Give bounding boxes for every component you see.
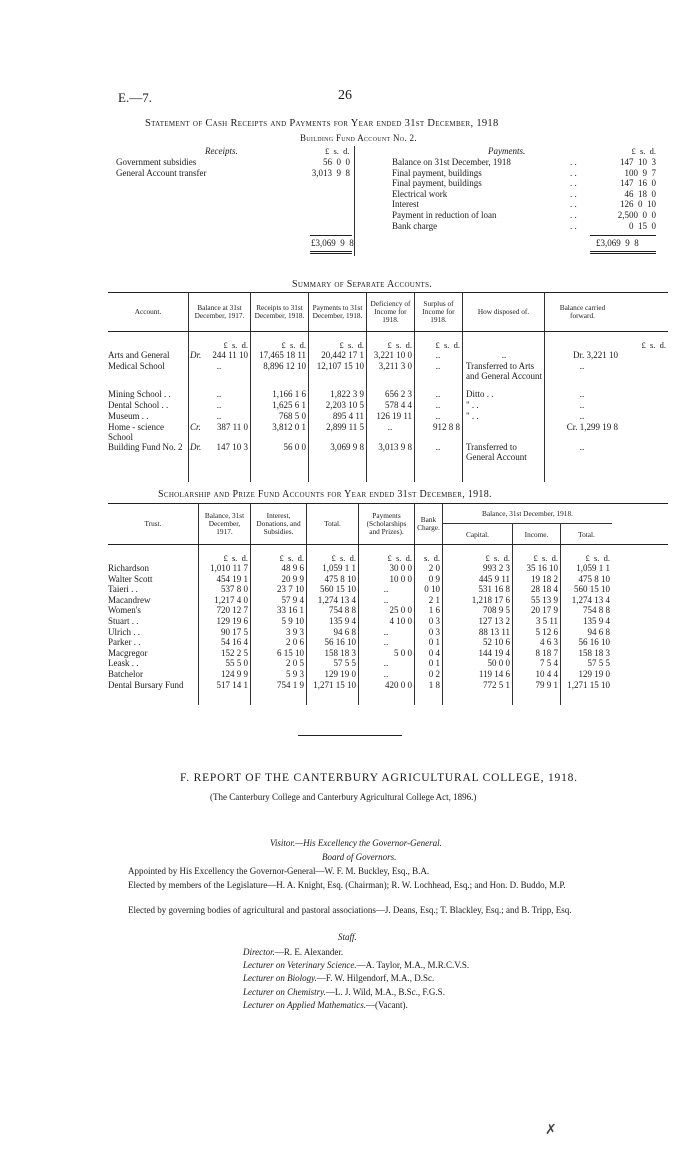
scholarship-unit: £ s. d.: [223, 553, 248, 563]
scholarship-col-header: Payments (Scholarships and Prizes).: [358, 504, 414, 544]
page-number: 26: [338, 88, 352, 103]
scholarship-cell: 129 19 0: [578, 669, 610, 679]
summary-surplus: ..: [435, 350, 441, 360]
scholarship-col-header: Bank Charge.: [414, 504, 442, 544]
page-ref: E.—7.: [118, 90, 152, 105]
scholarship-cell: 454 19 1: [216, 573, 248, 584]
scholarship-cell: 28 18 4: [531, 584, 558, 595]
summary-surplus: ..: [435, 361, 441, 371]
scholarship-cell: 475 8 10: [324, 573, 356, 584]
scholarship-trust: Ulrich . .: [108, 626, 140, 637]
summary-forward: ..: [579, 400, 585, 410]
scholarship-col-header: Interest, Donations, and Subsidies.: [250, 504, 306, 544]
summary-deficiency: 3,013 9 8: [378, 442, 412, 452]
scholarship-col-header: Balance, 31st December, 1917.: [198, 504, 250, 544]
summary-unit: £ s. d.: [339, 340, 364, 350]
cash-title: Statement of Cash Receipts and Payments for Year ended 31st December, 1918: [145, 118, 499, 129]
summary-deficiency: 3,211 3 0: [378, 361, 412, 371]
staff-title: Lecturer on Chemistry.: [243, 986, 326, 997]
cash-currency-head: [112, 146, 352, 157]
scholarship-unit: £ s. d.: [331, 553, 356, 563]
summary-account: Home - science School: [108, 422, 164, 442]
scholarship-cell: 30 0 0: [389, 563, 412, 573]
summary-deficiency: 3,221 10 0: [373, 350, 412, 360]
scholarship-cell: 3 9 3: [286, 626, 304, 637]
summary-col-header: Balance at 31st December, 1917.: [188, 293, 250, 331]
scholarship-cell: 57 5 5: [333, 658, 356, 669]
cash-payment-amount: 126 0 10: [620, 199, 656, 210]
scholarship-cell: 0 1: [428, 658, 440, 669]
scholarship-cell: 1,271 15 10: [313, 679, 356, 690]
cash-divider: [354, 146, 356, 256]
cash-receipt-label: General Account transfer: [116, 168, 207, 178]
cash-payment-amount: 147 10 3: [620, 157, 656, 167]
summary-balance: ..: [216, 361, 222, 371]
staff-name: —A. Taylor, M.A., M.R.C.V.S.: [356, 960, 470, 971]
scholarship-cell: 19 18 2: [531, 573, 558, 584]
scholarship-trust: Macandrew: [108, 594, 151, 605]
scholarship-cell: 0 3: [428, 616, 440, 626]
cash-payment-row: [392, 210, 660, 221]
scholarship-unit: £ s. d.: [585, 553, 610, 563]
scholarship-cell: 57 9 4: [281, 594, 304, 605]
scholarship-cell: 772 5 1: [483, 679, 510, 690]
summary-forward: Cr. 1,299 19 8: [566, 422, 618, 432]
scholarship-cell: 754 8 8: [583, 605, 610, 616]
summary-balance: ..: [216, 411, 222, 421]
scholarship-cell: 7 5 4: [540, 658, 558, 669]
report-heading: F. REPORT OF THE CANTERBURY AGRICULTURAL COLLEGE, 1918.: [180, 772, 578, 784]
cash-payment-dots: . .: [570, 199, 577, 210]
scholarship-cell: 90 17 5: [221, 626, 248, 637]
summary-payments: 895 4 11: [332, 411, 364, 421]
cash-payments-list: [392, 146, 660, 231]
summary-drcr: Dr.: [190, 350, 202, 360]
summary-disposal: " . .: [466, 400, 479, 410]
summary-receipts: 17,465 18 11: [259, 350, 306, 360]
cash-payment-amount: 100 9 7: [624, 167, 656, 178]
summary-receipts: 768 5 0: [279, 411, 306, 421]
scholarship-cell: 420 0 0: [385, 679, 412, 690]
scholarship-unit: £ s. d.: [533, 553, 558, 563]
summary-receipts: 1,625 6 1: [272, 400, 306, 410]
scholarship-cell: 48 9 6: [281, 563, 304, 573]
scholarship-table: [108, 503, 668, 705]
cash-payment-dots: . .: [570, 209, 577, 220]
summary-receipts: 1,166 1 6: [272, 389, 306, 399]
staff-heading: Staff.: [338, 932, 357, 942]
scholarship-trust: Leask . .: [108, 658, 139, 669]
summary-balance: ..: [216, 389, 222, 399]
cash-receipt-label: Government subsidies: [116, 157, 197, 167]
summary-deficiency: 656 2 3: [385, 389, 412, 399]
scholarship-cell: 25 0 0: [389, 605, 412, 616]
summary-surplus: 912 8 8: [433, 422, 460, 432]
cash-payment-label: Final payment, buildings: [392, 167, 482, 178]
scholarship-cell: 0 4: [428, 647, 440, 658]
scholarship-cell: 5 0 0: [394, 647, 412, 658]
scholarship-col-rule: [306, 545, 307, 705]
scholarship-cell: 537 8 0: [221, 584, 248, 595]
summary-balance: 147 10 3: [216, 442, 248, 452]
summary-disposal: Transferred to Arts and General Account: [466, 361, 542, 381]
scholarship-body: [108, 545, 668, 705]
summary-forward: ..: [579, 411, 585, 421]
staff-member: [243, 986, 673, 999]
summary-balance: 244 11 10: [212, 350, 248, 360]
scholarship-cell: 0 1: [428, 637, 440, 648]
scholarship-cell: 158 18 3: [578, 647, 610, 658]
scholarship-trust: Macgregor: [108, 647, 148, 658]
scholarship-cell: 2 1: [428, 594, 440, 605]
cash-pound-label: £ s. d.: [325, 146, 350, 156]
scholarship-cell: 1,217 4 0: [214, 594, 248, 605]
scholarship-cell: 0 2: [428, 669, 440, 679]
summary-balance: ..: [216, 400, 222, 410]
summary-col-rule: [462, 332, 463, 482]
scholarship-cell: 54 16 4: [221, 637, 248, 648]
cash-payment-label: Balance on 31st December, 1918: [392, 157, 511, 167]
summary-col-rule: [250, 332, 251, 482]
staff-name: —F. W. Hilgendorf, M.A., D.Sc.: [316, 973, 435, 984]
scholarship-cell: ..: [383, 626, 389, 637]
scholarship-cell: 8 18 7: [535, 647, 558, 658]
cash-payment-dots: . .: [570, 178, 577, 189]
cash-payment-amount: 0 15 0: [629, 220, 656, 231]
cash-payment-label: Interest: [392, 199, 419, 210]
scholarship-cell: 35 16 10: [526, 563, 558, 573]
summary-account: Arts and General: [108, 350, 170, 360]
scholarship-cell: 129 19 0: [324, 669, 356, 679]
cash-total-left: £3,069 9 8: [311, 238, 354, 248]
scholarship-trust: Women's: [108, 605, 141, 616]
scholarship-col-rule: [250, 545, 251, 705]
summary-payments: 2,899 11 5: [326, 422, 364, 432]
scholarship-col-header: Capital.: [442, 524, 512, 544]
summary-col-header: Deficiency of Income for 1918.: [366, 293, 414, 331]
summary-unit: £ s. d.: [435, 340, 460, 350]
scholarship-col-header: Income.: [512, 524, 560, 544]
scholarship-cell: 754 8 8: [329, 605, 356, 616]
scholarship-trust: Richardson: [108, 563, 149, 573]
scholarship-cell: 2 0 6: [286, 637, 304, 648]
summary-deficiency: ..: [387, 422, 393, 432]
staff-name: —L. J. Wild, M.A., B.Sc., F.G.S.: [325, 986, 445, 997]
scholarship-cell: 1,218 17 6: [471, 594, 510, 605]
cash-receipt-amount: 3,013 9 8: [311, 168, 350, 178]
scholarship-cell: ..: [383, 637, 389, 648]
cash-payment-row: [392, 157, 660, 168]
staff-title: Lecturer on Applied Mathematics.: [243, 999, 366, 1010]
summary-payments: 3,069 9 8: [330, 442, 364, 452]
summary-receipts: 56 0 0: [283, 442, 306, 452]
scholarship-cell: 23 7 10: [277, 584, 304, 595]
cash-payment-row: [392, 221, 660, 232]
scholarship-cell: 57 5 5: [587, 658, 610, 669]
cash-payment-label: Electrical work: [392, 188, 448, 199]
staff-member: [243, 946, 673, 959]
summary-header: [108, 292, 668, 332]
summary-col-header: Receipts to 31st December, 1918.: [250, 293, 308, 331]
summary-surplus: ..: [435, 442, 441, 452]
scholarship-cell: 754 1 9: [277, 679, 304, 690]
scholarship-cell: 2 0 5: [286, 658, 304, 669]
visitor: Visitor.—His Excellency the Governor-General.: [270, 838, 442, 848]
cash-receipts-list: [112, 146, 352, 179]
scholarship-cell: 1 6: [428, 605, 440, 616]
scholarship-units: [108, 553, 668, 563]
scholarship-cell: 0 3: [428, 626, 440, 637]
cash-payment-label: Payment in reduction of loan: [392, 209, 497, 220]
scholarship-cell: 79 9 1: [535, 679, 558, 690]
summary-forward: ..: [579, 442, 585, 452]
scholarship-cell: 94 6 8: [333, 626, 356, 637]
cash-payment-dots: . .: [570, 188, 577, 199]
summary-col-header: How disposed of.: [462, 293, 544, 331]
staff-name: —(Vacant).: [365, 999, 408, 1010]
payments-label: Payments.: [488, 146, 526, 156]
scholarship-col-rule: [560, 545, 561, 705]
staff-member: [243, 959, 673, 972]
cash-payment-row: [392, 168, 660, 179]
scholarship-cell: 135 9 4: [329, 616, 356, 626]
scholarship-cell: 158 18 3: [324, 647, 356, 658]
staff-title: Lecturer on Veterinary Science.: [243, 960, 357, 971]
report-act: (The Canterbury College and Canterbury Agricultural College Act, 1896.): [210, 792, 477, 802]
summary-disposal: Ditto . .: [466, 389, 494, 399]
scholarship-cell: 708 9 5: [483, 605, 510, 616]
scholarship-cell: 445 9 11: [478, 573, 510, 584]
scholarship-cell: 993 2 3: [483, 563, 510, 573]
scholarship-cell: 1,059 1 1: [322, 563, 356, 573]
scholarship-cell: 20 17 9: [531, 605, 558, 616]
scholarship-header: [108, 503, 668, 545]
cash-payment-amount: 2,500 0 0: [617, 209, 656, 220]
scholarship-cell: 10 0 0: [389, 573, 412, 584]
scholarship-cell: 1,274 13 4: [317, 594, 356, 605]
scholarship-cell: 1 8: [428, 679, 440, 690]
summary-account: Medical School: [108, 361, 165, 371]
scholarship-cell: 10 4 4: [535, 669, 558, 679]
scholarship-cell: 33 16 1: [277, 605, 304, 616]
cash-payment-label: Final payment, buildings: [392, 178, 482, 189]
summary-balance: 387 11 0: [216, 422, 248, 432]
scholarship-col-header: Total.: [306, 504, 358, 544]
elected-legislature-para: Elected by members of the Legislature—H. A. Knight, Esq. (Chairman); R. W. Lochhead, Esq.; and Hon. D. Buddo, M.P.: [128, 880, 566, 890]
cash-total-right: £3,069 9 8: [596, 238, 639, 248]
summary-payments: 12,107 15 10: [316, 361, 364, 371]
summary-disposal: Transferred to General Account: [466, 442, 527, 462]
scholarship-cell: 94 6 8: [587, 626, 610, 637]
scholarship-cell: ..: [383, 584, 389, 595]
scholarship-cell: 5 9 10: [281, 616, 304, 626]
scholarship-col-header: Balance, 31st December, 1918.: [442, 504, 612, 524]
receipts-label: Receipts.: [205, 146, 238, 156]
scholarship-cell: 6 15 10: [277, 647, 304, 658]
cash-payment-row: [392, 178, 660, 189]
staff-title: Director.: [243, 947, 275, 957]
scholarship-col-rule: [442, 545, 443, 705]
cash-payment-dots: . .: [570, 157, 577, 167]
summary-account: Mining School . .: [108, 389, 171, 399]
summary-receipts: 3,812 0 1: [272, 422, 306, 432]
summary-receipts: 8,896 12 10: [263, 361, 306, 371]
scholarship-cell: 5 9 3: [286, 669, 304, 679]
scholarship-cell: 0 9: [428, 573, 440, 584]
scholarship-trust: Walter Scott: [108, 573, 153, 584]
cash-payment-row: [392, 189, 660, 200]
scholarship-cell: 2 0: [428, 563, 440, 573]
scholarship-cell: 129 19 6: [216, 616, 248, 626]
scholarship-cell: 0 10: [424, 584, 440, 595]
cash-payment-row: [392, 199, 660, 210]
summary-account: Museum . .: [108, 411, 149, 421]
summary-surplus: ..: [435, 411, 441, 421]
scholarship-cell: 475 8 10: [578, 573, 610, 584]
appointed-para: Appointed by His Excellency the Governor-General—W. F. M. Buckley, Esq., B.A.: [128, 866, 430, 876]
scholarship-cell: 127 13 2: [478, 616, 510, 626]
scholarship-cell: 55 5 0: [225, 658, 248, 669]
summary-payments: 1,822 3 9: [330, 389, 364, 399]
staff-name: —R. E. Alexander.: [274, 947, 344, 957]
scholarship-cell: 56 16 10: [578, 637, 610, 648]
scholarship-cell: 135 9 4: [583, 616, 610, 626]
cash-pound-label: £ s. d.: [631, 146, 656, 156]
cash-receipt-row: [112, 168, 352, 179]
summary-col-header: Balance carried forward.: [544, 293, 620, 331]
summary-col-header: Account.: [134, 307, 162, 316]
scholarship-cell: 55 13 9: [531, 594, 558, 605]
scholarship-trust: Parker . .: [108, 637, 141, 648]
summary-deficiency: 578 4 4: [385, 400, 412, 410]
scholarship-trust: Stuart . .: [108, 616, 139, 626]
summary-forward: ..: [579, 361, 585, 371]
scholarship-cell: ..: [383, 594, 389, 605]
scholarship-unit: s. d.: [423, 553, 440, 563]
scholarship-cell: 20 9 9: [281, 573, 304, 584]
scholarship-cell: 52 10 6: [483, 637, 510, 648]
scholarship-cell: 56 16 10: [324, 637, 356, 648]
scholarship-cell: 1,059 1 1: [576, 563, 610, 573]
summary-deficiency: 126 19 11: [376, 411, 412, 421]
scholarship-cell: 1,274 13 4: [571, 594, 610, 605]
staff-member: [243, 972, 673, 985]
scholarship-cell: ..: [383, 658, 389, 669]
scholarship-unit: £ s. d.: [387, 553, 412, 563]
summary-account: Dental School . .: [108, 400, 169, 410]
cash-receipt-row: [112, 157, 352, 168]
scholarship-unit: £ s. d.: [485, 553, 510, 563]
elected-associations-para: Elected by governing bodies of agricultural and pastoral associations—J. Deans, Esq.; T. Blackley, Esq.; and B. Tripp, Esq.: [128, 905, 572, 915]
summary-forward: Dr. 3,221 10: [573, 350, 618, 360]
cash-receipt-amount: 56 0 0: [323, 157, 350, 167]
summary-account: Building Fund No. 2: [108, 442, 183, 452]
scholarship-col-header: Trust.: [144, 519, 162, 528]
scholarship-trust: Taieri . .: [108, 584, 138, 595]
scholarship-col-rule: [414, 545, 415, 705]
summary-unit: £ s. d.: [387, 340, 412, 350]
staff-member: [243, 999, 673, 1012]
cash-payment-dots: . .: [570, 220, 577, 231]
scholarship-col-header: Total.: [560, 524, 612, 544]
summary-surplus: ..: [435, 389, 441, 399]
summary-col-rule: [366, 332, 367, 482]
summary-drcr: Cr.: [190, 422, 201, 432]
scholarship-cell: 50 0 0: [487, 658, 510, 669]
ink-mark-icon: ✗: [545, 1123, 557, 1138]
scholarship-cell: 1,010 11 7: [210, 563, 248, 573]
scholarship-cell: 152 2 5: [221, 647, 248, 658]
cash-payment-amount: 147 16 0: [620, 178, 656, 189]
summary-unit: £ s. d.: [281, 340, 306, 350]
summary-col-header: Surplus of Income for 1918.: [414, 293, 462, 331]
summary-drcr: Dr.: [190, 442, 202, 452]
cash-payment-label: Bank charge: [392, 220, 438, 231]
scholarship-title: Scholarship and Prize Fund Accounts for Year ended 31st December, 1918.: [158, 489, 492, 500]
summary-payments: 2,203 10 5: [325, 400, 364, 410]
summary-body: [108, 332, 668, 482]
summary-title: Summary of Separate Accounts.: [292, 279, 433, 290]
cash-currency-head: [392, 146, 660, 157]
scholarship-cell: 531 16 8: [478, 584, 510, 595]
scholarship-col-rule: [512, 545, 513, 705]
scholarship-cell: 119 14 6: [478, 669, 510, 679]
summary-disposal: ..: [501, 350, 507, 360]
scholarship-cell: 4 6 3: [540, 637, 558, 648]
scholarship-cell: 88 13 11: [478, 626, 510, 637]
scholarship-col-rule: [198, 545, 199, 705]
summary-units: [108, 340, 668, 350]
scholarship-unit: £ s. d.: [279, 553, 304, 563]
scholarship-cell: ..: [383, 669, 389, 679]
scholarship-cell: 5 12 6: [535, 626, 558, 637]
summary-payments: 20,442 17 1: [321, 350, 364, 360]
summary-unit: £ s. d.: [641, 340, 666, 350]
scholarship-col-rule: [358, 545, 359, 705]
scholarship-cell: 124 9 9: [221, 669, 248, 679]
summary-surplus: ..: [435, 400, 441, 410]
scholarship-trust: Batchelor: [108, 669, 143, 679]
summary-col-header: Payments to 31st December, 1918.: [308, 293, 366, 331]
scholarship-cell: 1,271 15 10: [567, 679, 610, 690]
board-heading: Board of Governors.: [322, 852, 397, 862]
summary-unit: £ s. d.: [223, 340, 248, 350]
scholarship-cell: 4 10 0: [389, 616, 412, 626]
scholarship-cell: 144 19 4: [478, 647, 510, 658]
scholarship-trust: Dental Bursary Fund: [108, 679, 184, 690]
summary-table: [108, 292, 668, 482]
staff-title: Lecturer on Biology.: [243, 973, 317, 984]
cash-payment-dots: . .: [570, 167, 577, 178]
cash-payment-amount: 46 18 0: [624, 188, 656, 199]
summary-forward: ..: [579, 389, 585, 399]
scholarship-cell: 560 15 10: [574, 584, 610, 595]
scholarship-cell: 560 15 10: [320, 584, 356, 595]
scholarship-cell: 3 5 11: [535, 616, 558, 626]
summary-col-rule: [308, 332, 309, 482]
scholarship-cell: 720 12 7: [216, 605, 248, 616]
scholarship-cell: 517 14 1: [216, 679, 248, 690]
summary-disposal: " . .: [466, 411, 479, 421]
staff-list: [243, 946, 673, 1012]
cash-subtitle: Building Fund Account No. 2.: [300, 133, 417, 143]
